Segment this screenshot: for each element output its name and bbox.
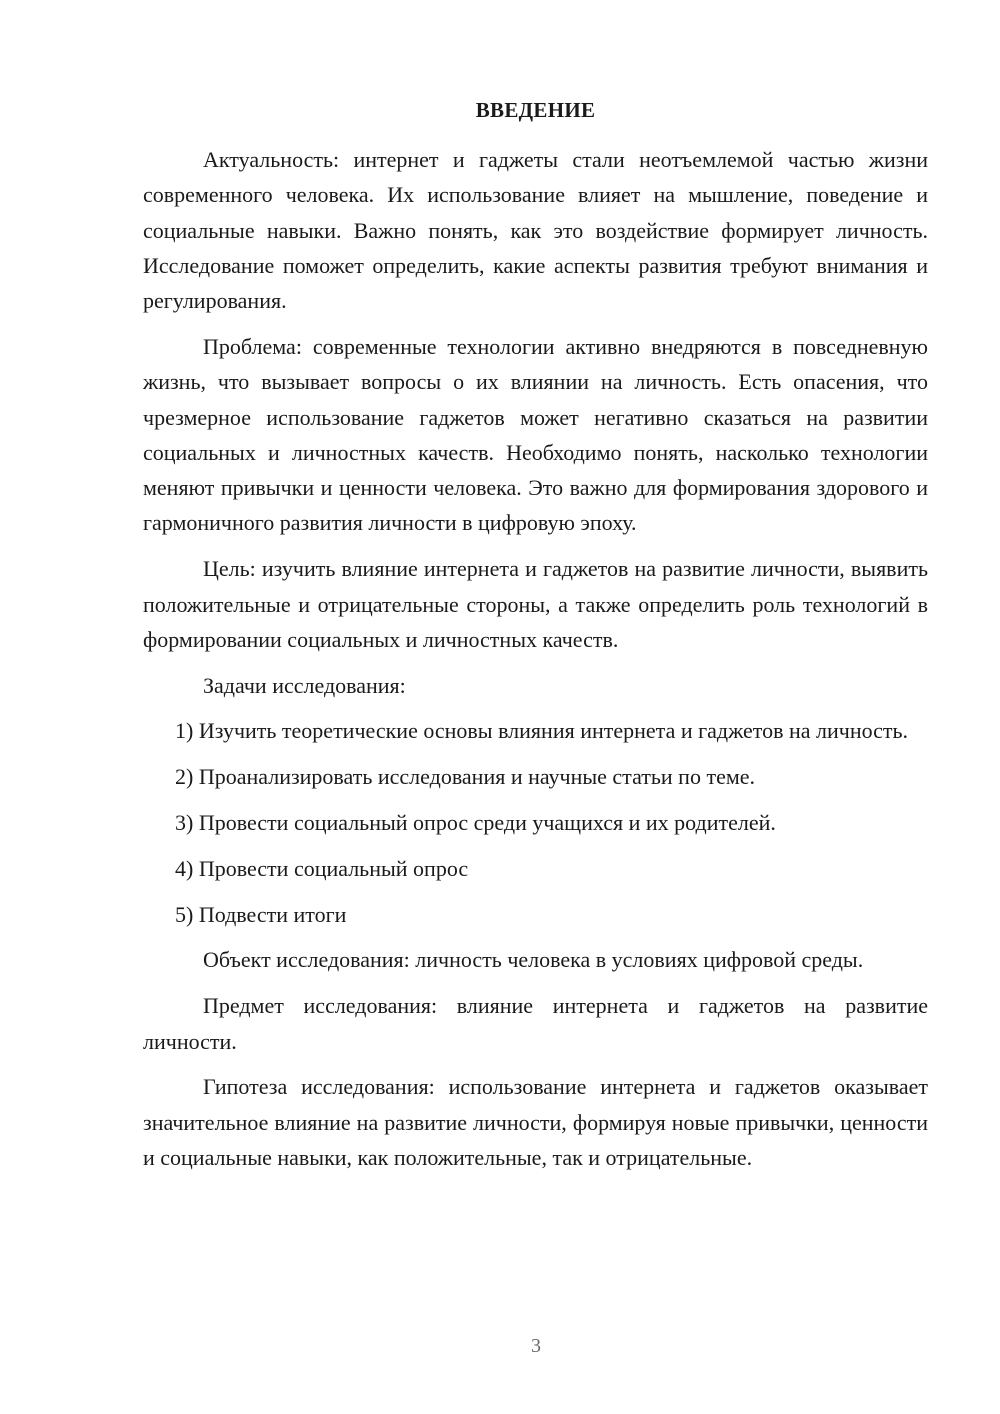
page-body (143, 92, 928, 1186)
paragraph-relevance: Актуальность: интернет и гаджеты стали неотъемлемой частью жизни современного человека. Их использование влияет на мышление, поведение и социальные навыки. Важно понять, как это воздействие формирует личность. Исследование поможет определить, какие аспекты развития требуют внимания и регулирования. (143, 147, 928, 314)
task-item-4: 4) Провести социальный опрос (175, 855, 469, 881)
task-item-3: 3) Провести социальный опрос среди учащихся и их родителей. (175, 810, 776, 836)
paragraph-tasks-heading: Задачи исследования: (203, 672, 406, 698)
page-number: 3 (531, 1335, 541, 1357)
task-item-5: 5) Подвести итоги (175, 901, 347, 927)
section-title: ВВЕДЕНИЕ (475, 98, 596, 122)
paragraph-goal: Цель: изучить влияние интернета и гаджетов на развитие личности, выявить положительные и отрицательные стороны, а также определить роль технологий в формировании социальных и личностных качеств. (143, 556, 928, 652)
task-item-2: 2) Проанализировать исследования и научные статьи по теме. (175, 764, 756, 790)
task-item-1: 1) Изучить теоретические основы влияния интернета и гаджетов на личность. (175, 718, 909, 744)
paragraph-hypothesis: Гипотеза исследования: использование интернета и гаджетов оказывает значительное влияние на развитие личности, формируя новые привычки, ценности и социальные навыки, как положительные, так и отрицательные. (143, 1074, 928, 1170)
paragraph-object: Объект исследования: личность человека в условиях цифровой среды. (203, 947, 864, 973)
paragraph-problem: Проблема: современные технологии активно внедряются в повседневную жизнь, что вызывает вопросы о их влиянии на личность. Есть опасения, что чрезмерное использование гаджетов может негативно сказаться на развитии социальных и личностных качеств. Необходимо понять, насколько технологии меняют привычки и ценности человека. Это важно для формирования здорового и гармоничного развития личности в цифровую эпоху. (143, 333, 928, 536)
paragraph-subject: Предмет исследования: влияние интернета и гаджетов на развитие личности. (143, 993, 928, 1054)
